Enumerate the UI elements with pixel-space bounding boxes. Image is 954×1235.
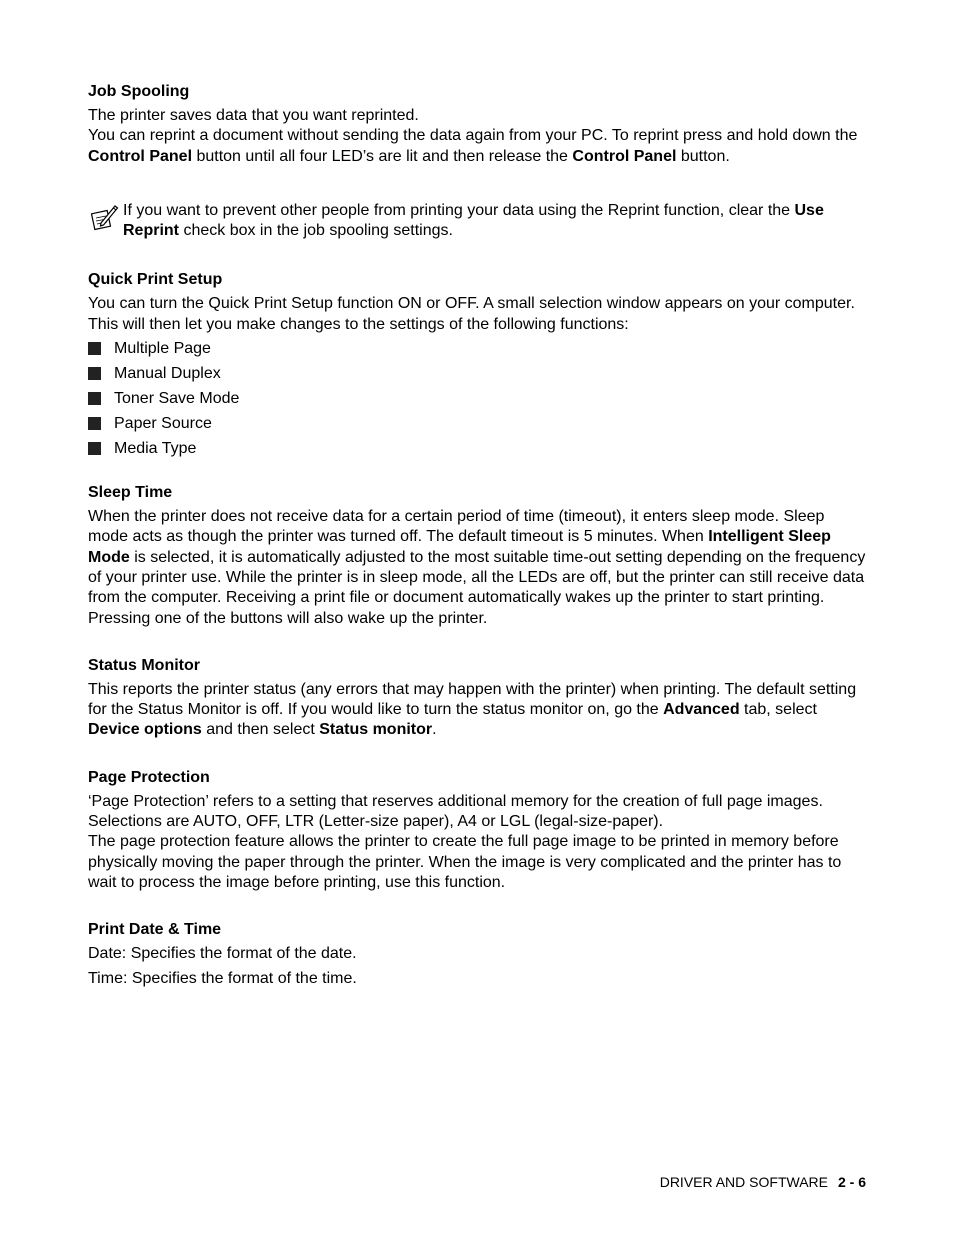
list-item-label: Multiple Page <box>114 340 211 358</box>
text-run: button. <box>676 147 730 165</box>
page-footer <box>660 1174 866 1190</box>
paragraph: Time: Specifies the format of the time. <box>88 970 357 988</box>
text-run: If you want to prevent other people from printing your data using the Reprint function, clear the <box>123 201 795 219</box>
note-text <box>123 201 868 242</box>
text-run: check box in the job spooling settings. <box>179 222 453 240</box>
paragraph: ‘Page Protection’ refers to a setting that reserves additional memory for the creation of full page images. Selections are AUTO, OFF, LTR (Letter-size paper), A4 or LGL (legal-size-paper). <box>88 792 823 831</box>
section-page-protection <box>88 768 868 893</box>
paragraph <box>88 126 868 167</box>
bold-term: Intelligent Sleep Mode <box>88 528 831 566</box>
bold-term: Device options <box>88 721 202 739</box>
section-print-date-time <box>88 920 868 989</box>
list-item <box>88 439 868 459</box>
bullet-list <box>88 339 868 459</box>
page-number: 2 - 6 <box>837 1174 866 1190</box>
section-sleep-time <box>88 483 868 629</box>
bold-term: Control Panel <box>572 147 677 165</box>
section-status-monitor <box>88 656 868 741</box>
square-bullet-icon <box>88 442 101 455</box>
pencil-note-icon <box>91 203 119 231</box>
section-quick-print-setup <box>88 270 868 459</box>
text-run: This reports the printer status (any errors that may happen with the printer) when printing. The default setting for the Status Monitor is off. If you would like to turn the status monitor on, go the <box>88 680 857 719</box>
text-run: When the printer does not receive data for a certain period of time (timeout), it enters sleep mode. Sleep mode acts as though the printer was turned off. The default timeout is 5 minutes. When <box>88 508 825 546</box>
list-item <box>88 414 868 434</box>
heading-status-monitor: Status Monitor <box>88 656 200 674</box>
list-item <box>88 389 868 409</box>
square-bullet-icon <box>88 342 101 355</box>
list-item-label: Media Type <box>114 440 197 458</box>
list-item <box>88 339 868 359</box>
heading-job-spooling: Job Spooling <box>88 83 190 100</box>
paragraph <box>88 680 868 741</box>
square-bullet-icon <box>88 367 101 380</box>
bold-term: Use Reprint <box>123 201 824 240</box>
square-bullet-icon <box>88 417 101 430</box>
note-box <box>88 201 868 242</box>
text-run: is selected, it is automatically adjusted to the most suitable time-out setting depending on the frequency of your printer use. While the printer is in sleep mode, all the LEDs are off, but the printer can still receive data from the computer. Receiving a print file or document automatically wakes up the printer to start printing. Pressing one of the buttons will also wake up the printer. <box>88 548 866 627</box>
heading-quick-print-setup: Quick Print Setup <box>88 271 223 289</box>
list-item-label: Paper Source <box>114 415 212 433</box>
text-run: . <box>432 721 437 739</box>
bold-term: Status monitor <box>319 721 433 739</box>
paragraph <box>88 507 868 629</box>
paragraph: The printer saves data that you want reprinted. <box>88 107 419 124</box>
text-run: tab, select <box>739 701 817 719</box>
document-page <box>88 82 868 1016</box>
paragraph: The page protection feature allows the printer to create the full page image to be printed in memory before physically moving the paper through the printer. When the image is very complicated and the printer has to wait to process the image before printing, use this function. <box>88 833 842 891</box>
heading-sleep-time: Sleep Time <box>88 484 173 502</box>
bold-term: Advanced <box>663 701 740 719</box>
bold-term: Control Panel <box>88 147 193 165</box>
square-bullet-icon <box>88 392 101 405</box>
section-job-spooling <box>88 82 868 241</box>
list-item-label: Toner Save Mode <box>114 390 240 408</box>
paragraph: Date: Specifies the format of the date. <box>88 945 357 963</box>
footer-section-label: DRIVER AND SOFTWARE <box>659 1174 828 1190</box>
list-item <box>88 364 868 384</box>
heading-print-date-time: Print Date & Time <box>88 921 222 939</box>
heading-page-protection: Page Protection <box>88 768 210 786</box>
text-run: and then select <box>201 721 320 739</box>
list-item-label: Manual Duplex <box>114 365 221 383</box>
text-run: button until all four LED’s are lit and then release the <box>192 147 573 165</box>
paragraph: You can turn the Quick Print Setup function ON or OFF. A small selection window appears on your computer. This will then let you make changes to the settings of the following functions: <box>88 295 855 333</box>
text-run: You can reprint a document without sending the data again from your PC. To reprint press and hold down the <box>88 127 858 145</box>
